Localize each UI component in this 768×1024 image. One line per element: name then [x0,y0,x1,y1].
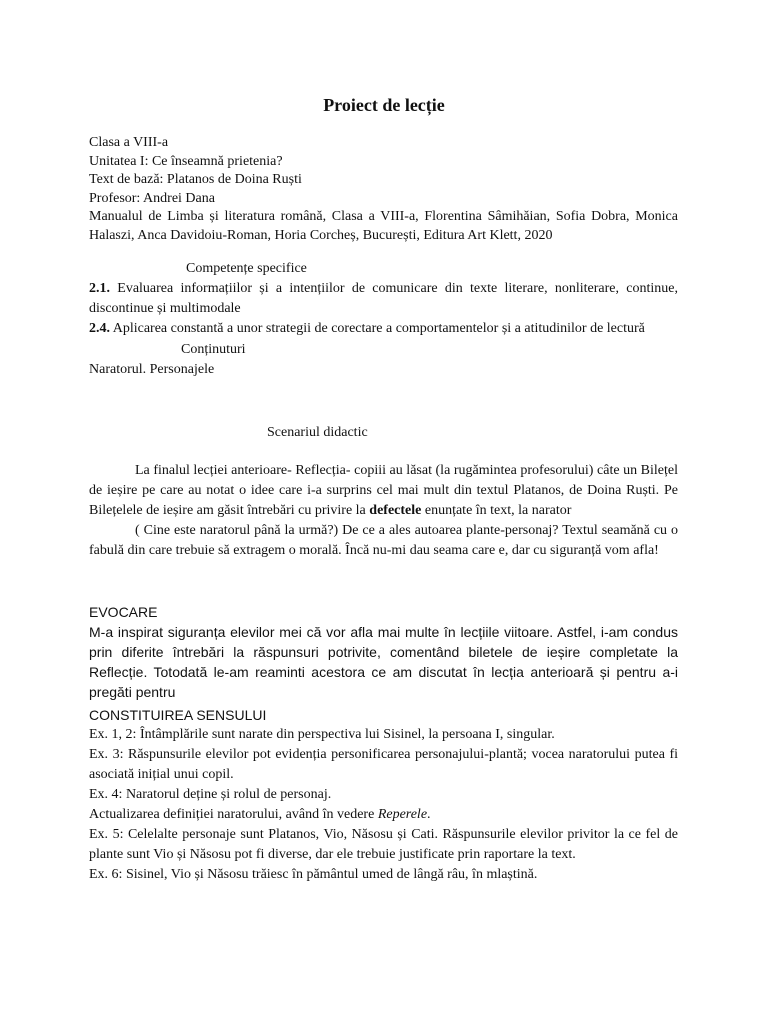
competenta-2-1-number: 2.1. [89,280,110,296]
scenariu-section [89,424,678,561]
continuturi-heading: Conținuturi [181,341,246,357]
exercise-6: Ex. 6: Sisinel, Vio și Năsosu trăiesc în pământul umed de lângă râu, în mlaștină. [89,866,538,882]
constituire-heading: CONSTITUIREA SENSULUI [89,707,267,723]
scenariu-paragraph-2: ( Cine este naratorul până la urmă?) De ce a ales autoarea plante-personaj? Textul seamănă cu o fabulă din care trebuie să extragem o morală. Încă nu-mi dau seama care e, dar cu siguranță vom afla! [89,522,678,558]
continuturi-text: Naratorul. Personajele [89,362,215,377]
exercise-5: Ex. 5: Celelalte personaje sunt Platanos, Vio, Năsosu și Cati. Răspunsurile elevilor privitor la ce fel de plante sunt Vio și Năsosu pot fi diverse, dar ele trebuie justificate prin raportare la text. [89,826,678,862]
scenariu-paragraph-1 [89,461,678,521]
class-line: Clasa a VIII-a [89,135,169,150]
competente-heading: Competențe specifice [186,261,307,276]
header-block [89,134,678,245]
scenariu-p1-start: La finalul lecției anterioare- Reflecția- copiii au lăsat (la rugămintea profesorului) câte un Bilețel de ieșire pe care au notat o idee care i-a surprins cel mai mult din textul Platanos, de Doina Ruști. Pe Bilețelele de ieșire am găsit întrebări cu privire la [89,462,678,518]
constituire-section [89,706,678,885]
scenariu-p1-bold: defectele [369,502,422,518]
scenariu-p1-end: enunțate în text, la narator [421,502,572,518]
page-title: Proiect de lecție [323,95,445,115]
competenta-2-1-text: Evaluarea informațiilor și a intențiilor de comunicare din texte literare, nonliterare, continue, discontinue și multimodale [89,280,678,316]
base-text-line: Text de bază: Platanos de Doina Ruști [89,172,302,187]
competenta-2-4 [89,319,678,339]
competenta-2-1 [89,279,678,319]
evocare-text: M-a inspirat siguranța elevilor mei că vor afla mai multe în lecțiile viitoare. Astfel, i-am condus prin diferite întrebări la răspunsuri potrivite, comentând biletele de ieșire completate la Reflecție. Totodată le-am reaminti acestora ce am discutat în lecția anterioară și pentru a-i pregăti pentru [89,623,678,700]
exercise-1-2: Ex. 1, 2: Întâmplările sunt narate din perspectiva lui Sisinel, la persoana I, singular. [89,726,555,742]
competenta-2-4-text: Aplicarea constantă a unor strategii de corectare a comportamentelor și a atitudinilor de lectură [110,320,645,336]
competente-section [89,260,678,380]
unit-line: Unitatea I: Ce înseamnă prietenia? [89,153,283,169]
exercise-3: Ex. 3: Răspunsurile elevilor pot evidenția personificarea personajului-plantă; vocea naratorului putea fi asociată inițial unui copil. [89,746,678,782]
competenta-2-4-number: 2.4. [89,320,110,336]
evocare-heading: EVOCARE [89,604,158,620]
scenariu-heading: Scenariul didactic [267,425,368,440]
definition-update-end: . [427,806,431,822]
teacher-line: Profesor: Andrei Dana [89,190,215,206]
manual-line: Manualul de Limba și literatura română, Clasa a VIII-a, Florentina Sâmihăian, Sofia Dobra, Monica Halaszi, Anca Davidoiu-Roman, Horia Corcheș, București, Editura Art Klett, 2020 [89,209,678,243]
exercise-4: Ex. 4: Naratorul deține și rolul de personaj. [89,786,332,802]
evocare-section [89,603,678,702]
definition-update [89,805,678,825]
definition-update-italic: Reperele [377,806,428,822]
definition-update-text: Actualizarea definiției naratorului, având în vedere [89,806,378,822]
